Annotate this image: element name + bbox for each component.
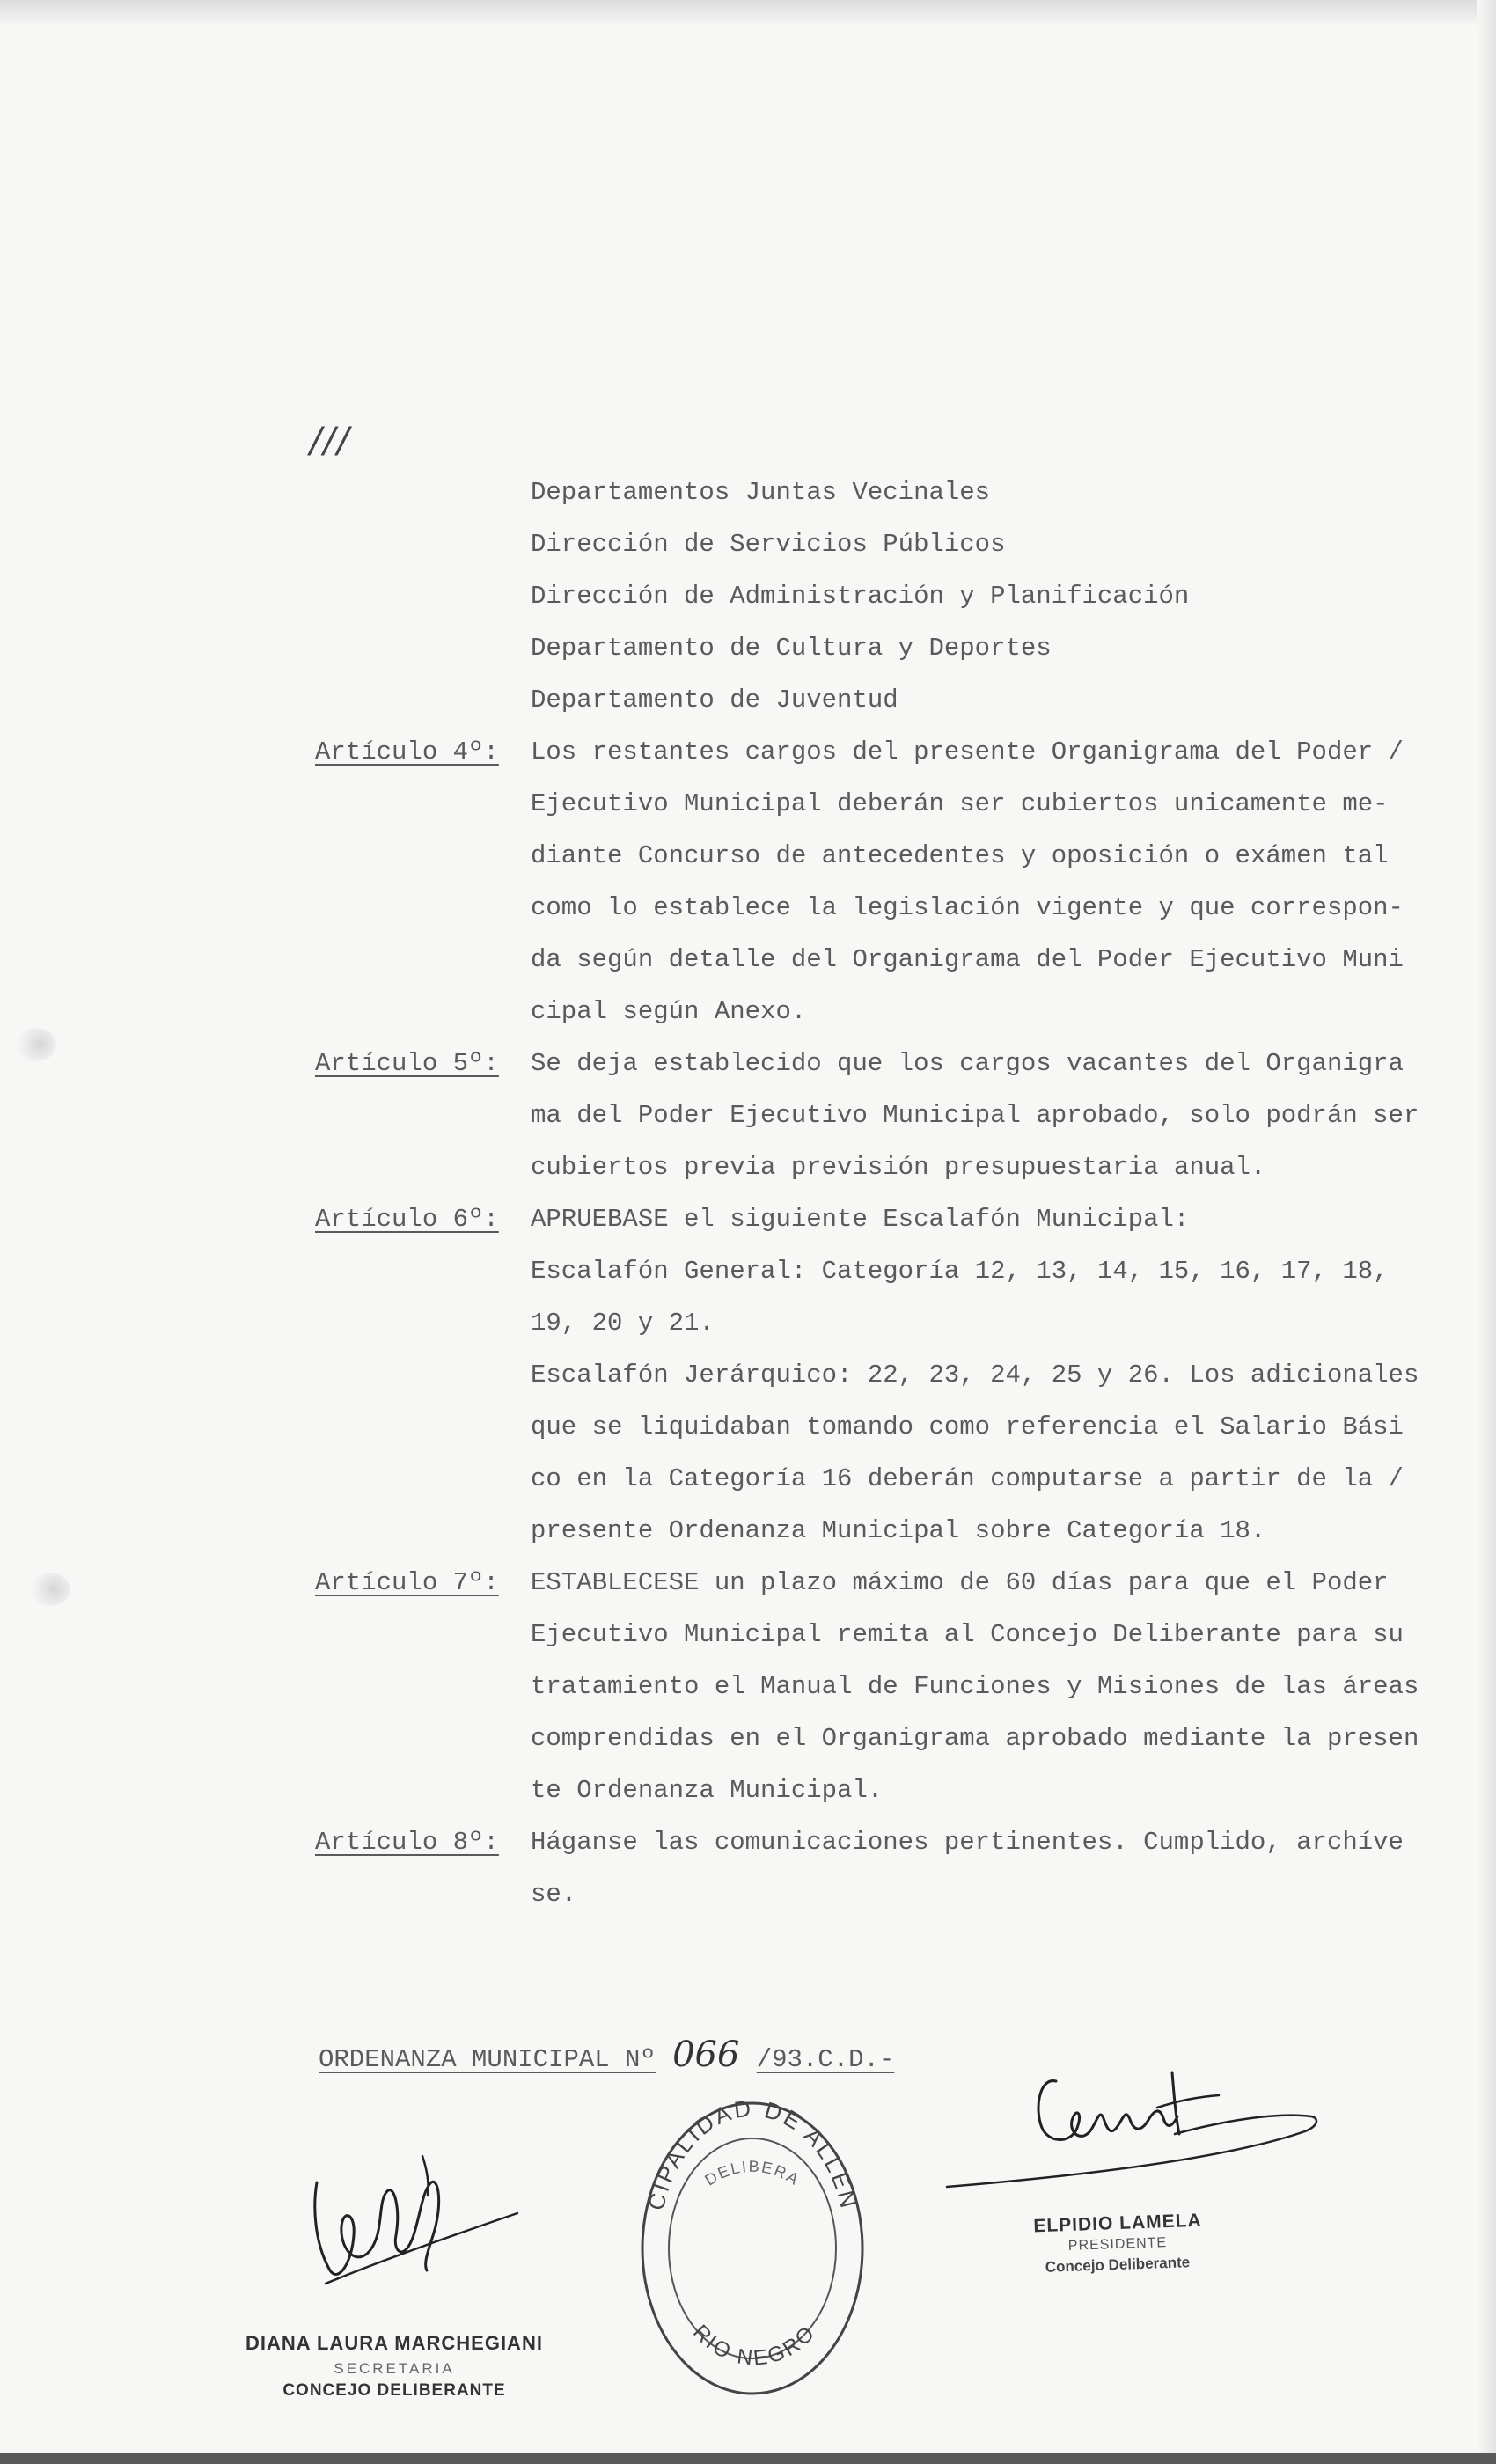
article-line: Se deja establecido que los cargos vacantes del Organigra (531, 1049, 1404, 1078)
punch-hole-bottom (30, 1573, 70, 1606)
article-line: se. (531, 1880, 577, 1909)
article-5-label: Artículo 5º: (315, 1049, 499, 1078)
article-line: te Ordenanza Municipal. (531, 1776, 884, 1805)
article-7-body (531, 1557, 1419, 1816)
department-item: Dirección de Administración y Planificación (531, 582, 1190, 611)
ordinance-number: 066 (672, 2035, 740, 2075)
article-line: ma del Poder Ejecutivo Municipal aprobado, solo podrán ser (531, 1101, 1419, 1130)
paper-edge-right (1477, 0, 1496, 2464)
continuation-mark: /// (310, 421, 351, 461)
official-stamp (634, 2086, 871, 2411)
article-line: Ejecutivo Municipal remita al Concejo Deliberante para su (531, 1620, 1404, 1649)
article-line: como lo establece la legislación vigente y que correspon- (531, 893, 1404, 922)
signature-right-body: Concejo Deliberante (1045, 2254, 1191, 2276)
article-line: Escalafón Jerárquico: 22, 23, 24, 25 y 26. Los adicionales (531, 1360, 1419, 1390)
article-4-label: Artículo 4º: (315, 737, 499, 766)
article-5-body (531, 1038, 1419, 1193)
article-8-body (531, 1816, 1404, 1920)
article-line: comprendidas en el Organigrama aprobado mediante la presen (531, 1724, 1419, 1753)
department-list (531, 466, 1393, 726)
department-item: Departamento de Cultura y Deportes (531, 634, 1052, 663)
signature-right-role: PRESIDENTE (1067, 2235, 1168, 2254)
article-line: 19, 20 y 21. (531, 1309, 715, 1338)
ordinance-suffix: /93.C.D.- (756, 2045, 895, 2074)
article-line: ESTABLECESE un plazo máximo de 60 días para que el Poder (531, 1568, 1389, 1597)
stamp-bottom-text: RIO NEGRO (688, 2320, 821, 2371)
article-line: que se liquidaban tomando como referencia el Salario Bási (531, 1412, 1404, 1441)
department-item: Departamentos Juntas Vecinales (531, 478, 991, 507)
article-6-label: Artículo 6º: (315, 1205, 499, 1234)
article-line: Háganse las comunicaciones pertinentes. Cumplido, archívе (531, 1828, 1404, 1857)
article-line: cipal según Anexo. (531, 997, 807, 1026)
department-item: Departamento de Juventud (531, 686, 898, 715)
signature-left-name: DIANA LAURA MARCHEGIANI (246, 2332, 543, 2354)
signature-right-name: ELPIDIO LAMELA (1032, 2210, 1202, 2237)
article-4-body (531, 726, 1404, 1038)
punch-hole-top (16, 1028, 56, 1061)
article-line: Escalafón General: Categoría 12, 13, 14, 15, 16, 17, 18, (531, 1257, 1389, 1286)
stamp-top-text: CIPALIDAD DE ALLEN (642, 2094, 863, 2213)
paper-edge-bottom (0, 2453, 1496, 2464)
article-line: da según detalle del Organigrama del Poder Ejecutivo Muni (531, 945, 1404, 974)
department-item: Dirección de Servicios Públicos (531, 530, 1006, 559)
article-7-label: Artículo 7º: (315, 1568, 499, 1597)
article-line: co en la Categoría 16 deberán computarse a partir de la / (531, 1464, 1404, 1493)
article-line: tratamiento el Manual de Funciones y Misiones de las áreas (531, 1672, 1419, 1701)
paper-edge-top (0, 0, 1496, 26)
article-line: diante Concurso de antecedentes y oposición o exámen tal (531, 841, 1389, 870)
signature-left-role: SECRETARIA (334, 2360, 455, 2377)
article-8-label: Artículo 8º: (315, 1828, 499, 1857)
article-line: Los restantes cargos del presente Organigrama del Poder / (531, 737, 1404, 766)
ordinance-number-line (319, 2033, 894, 2082)
article-line: APRUEBASE el siguiente Escalafón Municipal: (531, 1205, 1190, 1234)
ordinance-prefix: ORDENANZA MUNICIPAL Nº (319, 2045, 656, 2074)
article-line: presente Ordenanza Municipal sobre Categoría 18. (531, 1516, 1266, 1545)
article-line: cubiertos previa previsión presupuestaria anual. (531, 1153, 1266, 1182)
stamp-inner-text: DELIBERA (701, 2157, 803, 2189)
article-line: Ejecutivo Municipal deberán ser cubiertos unicamente me- (531, 789, 1389, 818)
article-6-body (531, 1193, 1419, 1557)
signature-left-scribble (290, 2130, 537, 2306)
signature-left-body: CONCEJO DELIBERANTE (282, 2381, 506, 2400)
